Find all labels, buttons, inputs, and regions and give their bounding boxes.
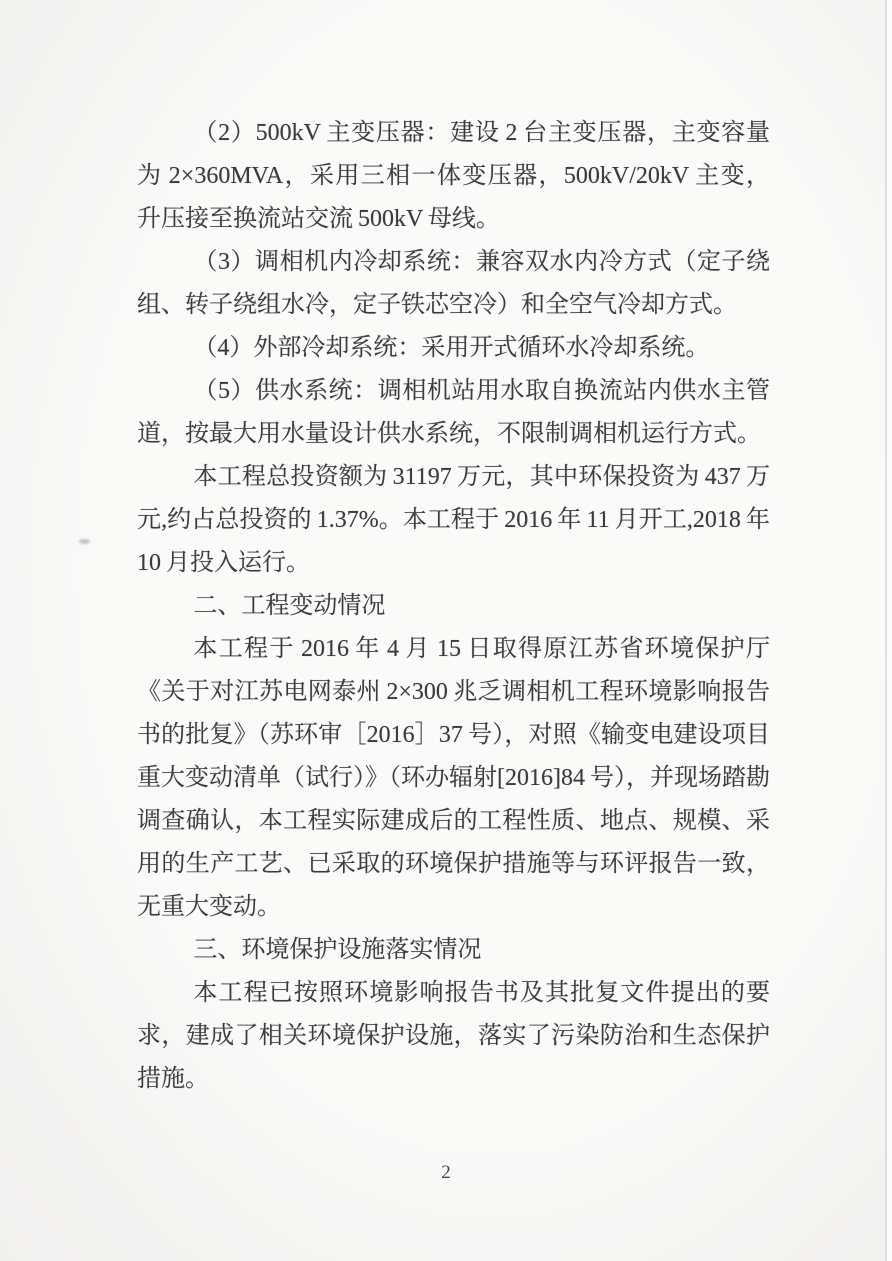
section-heading-2-project-changes: 二、工程变动情况 [193, 593, 386, 619]
scan-smudge-artifact [79, 539, 90, 544]
paragraph-item-3-inner-cooling: （3）调相机内冷却系统：兼容双水内冷方式（定子绕组、转子绕组水冷，定子铁芯空冷）和全空气冷却方式。 [137, 249, 770, 318]
paragraph-item-2-transformer: （2）500kV 主变压器：建设 2 台主变压器，主变容量为 2×360MVA，采用三相一体变压器，500kV/20kV 主变，升压接至换流站交流 500kV 母线。 [137, 120, 770, 232]
scan-right-margin [887, 0, 892, 1261]
section-heading-3-env-protection: 三、环境保护设施落实情况 [193, 937, 482, 963]
scan-edge-artifact [885, 0, 887, 1261]
paragraph-investment: 本工程总投资额为 31197 万元，其中环保投资为 437 万元,约占总投资的 1.37%。本工程于 2016 年 11 月开工,2018 年 10 月投入运行。 [137, 464, 770, 576]
paragraph-approval-history: 本工程于 2016 年 4 月 15 日取得原江苏省环境保护厅《关于对江苏电网泰州 2×300 兆乏调相机工程环境影响报告书的批复》（苏环审［2016］37 号），对照《输变电建设项目重大变动清单（试行）》（环办辐射[2016]84 号），并现场踏勘调查确认，本工程实际建成后的工程性质、地点、规模、采用的生产工艺、已采取的环境保护措施等与环评报告一致，无重大变动。 [137, 636, 770, 920]
paragraph-item-4-outer-cooling: （4）外部冷却系统：采用开式循环水冷却系统。 [193, 335, 710, 361]
paragraph-env-measures: 本工程已按照环境影响报告书及其批复文件提出的要求，建成了相关环境保护设施，落实了污染防治和生态保护措施。 [137, 980, 770, 1092]
paragraph-item-5-water-supply: （5）供水系统：调相机站用水取自换流站内供水主管道，按最大用水量设计供水系统，不限制调相机运行方式。 [137, 378, 770, 447]
document-body [137, 112, 770, 1101]
page-number: 2 [441, 1162, 451, 1183]
